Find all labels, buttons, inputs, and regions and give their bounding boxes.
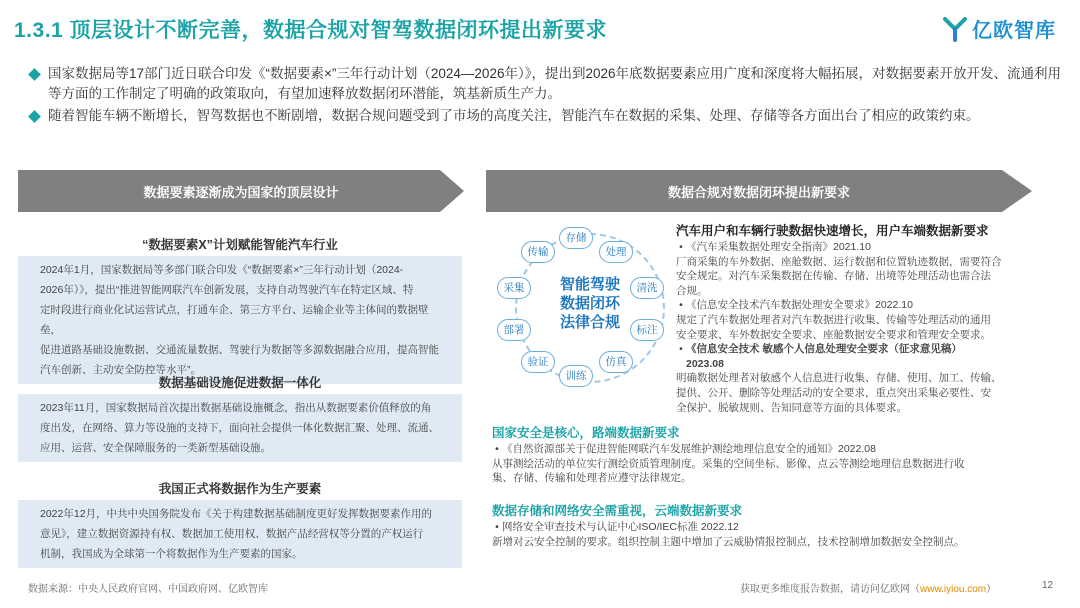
right-arrow-label: 数据合规对数据闭环提出新要求 (667, 184, 850, 200)
loop-node-cleaning: 清洗 (630, 277, 664, 299)
policy-line: 2024年1月，国家数据局等多部门联合印发《“数据要素×”三年行动计划（2024- (40, 264, 404, 276)
footer-cta-text: 获取更多维度报告数据，请访问亿欧网（ (740, 584, 920, 595)
cloud-data-section (492, 502, 1072, 549)
policy-box-body (18, 500, 462, 568)
left-arrow-label: 数据要素逐渐成为国家的顶层设计 (143, 184, 339, 200)
bullet-dot-icon: • (495, 521, 499, 533)
road-data-section (492, 424, 1072, 486)
regulation-line: 合规。 (676, 284, 708, 297)
policy-line: 应用、运营、安全保障服务的一类新型基础设施。 (40, 442, 271, 454)
bullet-item (30, 106, 1065, 126)
regulation-title (676, 342, 1072, 357)
diamond-bullet-icon (28, 68, 41, 81)
footer-link[interactable]: www.iyiou.com (920, 584, 987, 595)
footer-cta (740, 580, 996, 595)
policy-line: 2026年）》，提出“推进智能网联汽车创新发展，支持自动驾驶汽车在特定区域、特 (40, 284, 414, 296)
yiou-logo (942, 14, 1056, 43)
bullet-text: 国家数据局等17部门近日联合印发《“数据要素×”三年行动计划（2024—2026年）》，提出到2026年底数据要素应用广度和深度将大幅拓展，对数据要素开放开发、流通利用等方面的工作制定了明确的政策取向，有望加速释放数据闭环潜能，筑基新质生产力。 (48, 66, 1061, 101)
regulation-title-text: 《自然资源部关于促进智能网联汽车发展维护测绘地理信息安全的通知》2022.08 (502, 443, 876, 455)
policy-line: 2022年12月，中共中央国务院发布《关于构建数据基础制度更好发挥数据要素作用的 (40, 508, 433, 520)
policy-line: 2023年11月，国家数据局首次提出数据基础设施概念，指出从数据要素价值释放的角 (40, 402, 432, 414)
diamond-bullet-icon (28, 110, 41, 123)
intro-bullets (30, 64, 1065, 128)
regulation-title (676, 298, 1072, 313)
loop-center-line: 法律合规 (559, 314, 620, 331)
regulation-line: 新增对云安全控制的要求。组织控制主题中增加了云威胁情报控制点，技术控制增加数据安全控制点。 (492, 535, 965, 548)
policy-box-body (18, 256, 462, 384)
policy-box-3 (18, 478, 462, 568)
policy-box-2 (18, 372, 462, 462)
loop-node-training: 训练 (559, 365, 593, 387)
section-heading: 数据存储和网络安全需重视，云端数据新要求 (492, 504, 743, 518)
regulation-title-text: 网络安全审查技术与认证中心ISO/IEC标准 2022.12 (502, 521, 739, 533)
regulation-line: 安全要求、车外数据安全要求、座舱数据安全要求和管理安全要求。 (676, 328, 991, 341)
regulation-title-text: 《信息安全技术汽车数据处理安全要求》2022.10 (686, 299, 913, 312)
regulation-title (676, 240, 1072, 255)
loop-node-storage: 存储 (559, 227, 593, 249)
bullet-dot-icon: • (679, 343, 683, 356)
loop-node-deployment: 部署 (497, 319, 531, 341)
loop-node-validation: 验证 (521, 351, 555, 373)
loop-node-collection: 采集 (497, 277, 531, 299)
regulation-line: 明确数据处理者对敏感个人信息进行收集、存储、使用、加工、传输、 (676, 372, 1002, 385)
bullet-item (30, 64, 1065, 104)
regulation-title (492, 442, 1072, 457)
policy-line: 意见》，建立数据资源持有权、数据加工使用权、数据产品经营权等分置的产权运行 (40, 528, 424, 540)
regulation-title-text: 《信息安全技术 敏感个人信息处理安全要求（征求意见稿） (686, 343, 962, 356)
yiou-logo-icon (942, 16, 968, 42)
regulation-title-text: 《汽车采集数据处理安全指南》2021.10 (686, 241, 871, 253)
loop-node-simulation: 仿真 (599, 351, 633, 373)
policy-line: 汽车创新、主动安全防控等水平”。 (40, 364, 201, 376)
bullet-text: 随着智能车辆不断增长，智驾数据也不断剧增，数据合规问题受到了市场的高度关注，智能汽车在数据的采集、处理、存储等各方面出台了相应的政策约束。 (48, 108, 980, 123)
regulation-line: 厂商采集的车外数据、座舱数据、运行数据和位置轨迹数据，需要符合 (676, 255, 1002, 268)
section-heading: 汽车用户和车辆行驶数据快速增长，用户车端数据新要求 (676, 224, 989, 238)
data-loop-diagram (495, 227, 685, 387)
section-heading: 国家安全是核心，路端数据新要求 (492, 426, 680, 440)
regulation-line: 全保护、脱敏规则、告知同意等方面的具体要求。 (676, 401, 907, 414)
policy-line: 促进道路基础设施数据、交通流量数据、驾驶行为数据等多源数据融合应用，提高智能 (40, 344, 439, 356)
loop-center-line: 智能驾驶 (559, 276, 620, 293)
data-source: 数据来源：中央人民政府官网、中国政府网、亿欧智库 (28, 584, 268, 595)
loop-center-text (535, 275, 645, 332)
loop-node-labeling: 标注 (630, 319, 664, 341)
regulation-title-cont: 2023.08 (686, 357, 724, 370)
regulation-line: 安全规定。对汽车采集数据在传输、存储、出境等处理活动也需合法 (676, 270, 991, 283)
policy-box-body (18, 394, 462, 462)
policy-box-heading: 我国正式将数据作为生产要素 (158, 482, 322, 496)
bullet-dot-icon: • (679, 241, 683, 253)
page-title: 1.3.1 顶层设计不断完善，数据合规对智驾数据闭环提出新要求 (14, 19, 608, 42)
right-arrow-banner (486, 166, 1032, 216)
logo-text: 亿欧智库 (972, 20, 1056, 42)
bullet-dot-icon: • (495, 443, 499, 455)
regulation-line: 从事测绘活动的单位实行测绘资质管理制度。采集的空间坐标、影像、点云等测绘地理信息数据进行收 (492, 457, 965, 470)
left-arrow-banner (18, 166, 464, 216)
regulation-line: 规定了汽车数据处理者对汽车数据进行收集、传输等处理活动的通用 (676, 313, 991, 326)
regulation-line: 提供、公开、删除等处理活动的安全要求，重点突出采集必要性、安 (676, 386, 991, 399)
loop-node-processing: 处理 (599, 241, 633, 263)
policy-line: 机制，我国成为全球第一个将数据作为生产要素的国家。 (40, 548, 303, 560)
regulation-title (492, 520, 1072, 535)
loop-node-transmission: 传输 (521, 241, 555, 263)
policy-box-heading: “数据要素X”计划赋能智能汽车行业 (142, 238, 338, 252)
policy-line: 度出发，在网络、算力等设施的支持下，面向社会提供一体化数据汇聚、处理、流通、 (40, 422, 439, 434)
page-number: 12 (1042, 580, 1054, 591)
loop-center-line: 数据闭环 (559, 295, 620, 312)
policy-line: 定时段进行商业化试运营试点，打通车企、第三方平台、运输企业等主体间的数据壁垒， (40, 304, 429, 336)
footer-cta-suffix: ） (986, 584, 997, 595)
policy-box-1 (18, 234, 462, 384)
bullet-dot-icon: • (679, 299, 683, 312)
vehicle-data-section (676, 222, 1072, 415)
policy-box-heading: 数据基础设施促进数据一体化 (158, 376, 322, 390)
regulation-line: 集、存储、传输和处理者应遵守法律规定。 (492, 472, 692, 485)
